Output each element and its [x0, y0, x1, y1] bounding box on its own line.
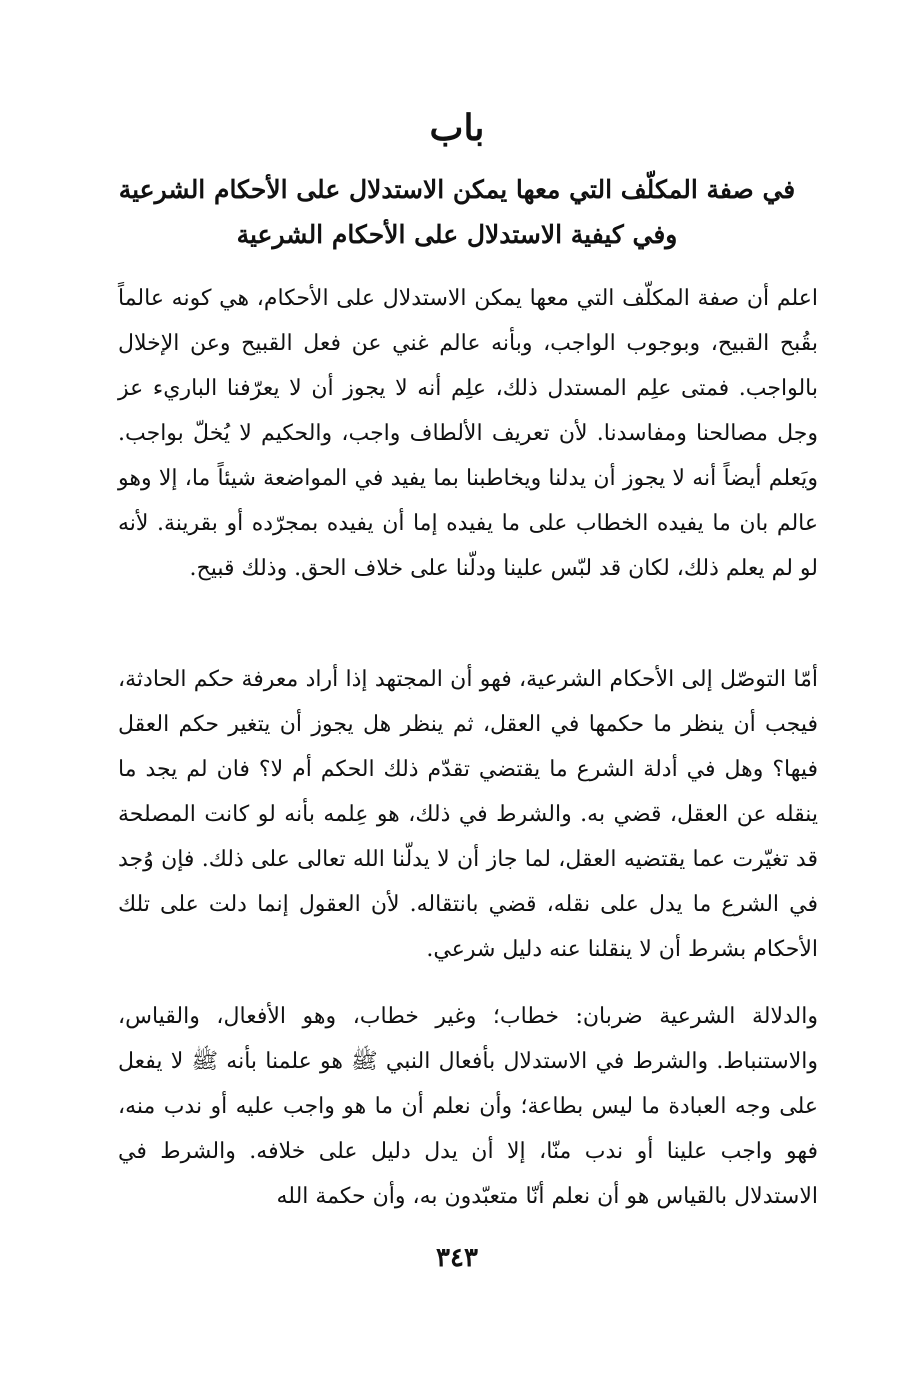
body-paragraph-3: والدلالة الشرعية ضربان: خطاب؛ وغير خطاب، وهو الأفعال، والقياس، والاستنباط. والشرط في الاستدلال بأفعال النبي ﷺ هو علمنا بأنه ﷺ لا يفعل على وجه العبادة ما ليس بطاعة؛ وأن نعلم أن ما هو واجب عليه أو ندب منه، فهو واجب علينا أو ندب منّا، إلا أن يدل دليل على خلافه. والشرط في الاستدلال بالقياس هو أن نعلم أنّا متعبّدون به، وأن حكمة الله: [118, 1004, 818, 1209]
page-number: ٣٤٣: [436, 1243, 478, 1273]
body-paragraph-2: أمّا التوصّل إلى الأحكام الشرعية، فهو أن المجتهد إذا أراد معرفة حكم الحادثة، فيجب أن ينظر ما حكمها في العقل، ثم ينظر هل يجوز أن يتغير حكم العقل فيها؟ وهل في أدلة الشرع ما يقتضي تقدّم ذلك الحكم أم لا؟ فان لم يجد ما ينقله عن العقل، قضي به. والشرط في ذلك، هو عِلمه بأنه لو كانت المصلحة قد تغيّرت عما يقتضيه العقل، لما جاز أن لا يدلّنا الله تعالى على ذلك. فإن وُجد في الشرع ما يدل على نقله، قضي بانتقاله. لأن العقول إنما دلت على تلك الأحكام بشرط أن لا ينقلنا عنه دليل شرعي.: [118, 667, 818, 962]
chapter-title: باب: [429, 107, 485, 149]
chapter-subtitle-line-2: وفي كيفية الاستدلال على الأحكام الشرعية: [236, 220, 678, 249]
chapter-subtitle-line-1: في صفة المكلّف التي معها يمكن الاستدلال على الأحكام الشرعية: [118, 175, 796, 204]
body-paragraph-1: اعلم أن صفة المكلّف التي معها يمكن الاستدلال على الأحكام، هي كونه عالماً بقُبح القبيح، وبوجوب الواجب، وبأنه عالم غني عن فعل القبيح وعن الإخلال بالواجب. فمتى علِم المستدل ذلك، علِم أنه لا يجوز أن لا يعرّفنا الباريء عز وجل مصالحنا ومفاسدنا. لأن تعريف الألطاف واجب، والحكيم لا يُخلّ بواجب. ويَعلم أيضاً أنه لا يجوز أن يدلنا ويخاطبنا بما يفيد في المواضعة شيئاً ما، إلا وهو عالم بان ما يفيده الخطاب على ما يفيده إما أن يفيده بمجرّده أو بقرينة. لأنه لو لم يعلم ذلك، لكان قد لبّس علينا ودلّنا على خلاف الحق. وذلك قبيح.: [118, 286, 818, 581]
